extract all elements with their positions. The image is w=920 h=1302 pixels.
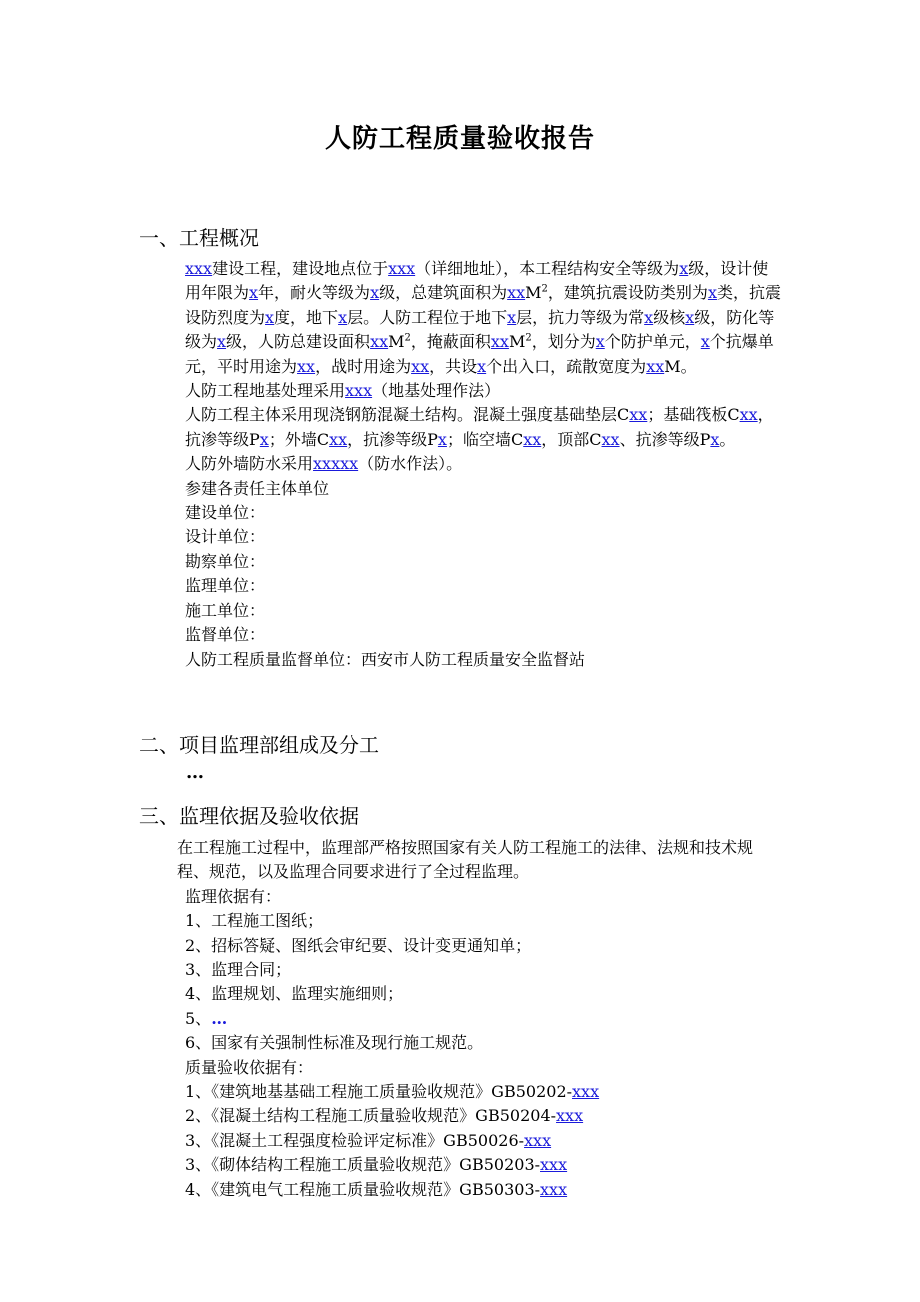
basis-intro: 在工程施工过程中，监理部严格按照国家有关人防工程施工的法律、法规和技术规程、规范，以及监理合同要求进行了全过程监理。 bbox=[177, 838, 754, 882]
placeholder: xxx bbox=[540, 1179, 568, 1199]
list-item bbox=[140, 1007, 782, 1031]
text: C bbox=[316, 429, 330, 449]
text: M bbox=[388, 332, 405, 352]
text: M bbox=[525, 283, 542, 303]
placeholder: xx bbox=[329, 429, 348, 449]
placeholder: xx bbox=[646, 356, 665, 376]
text: 级，人防总建设面积 bbox=[226, 332, 371, 352]
basis-body bbox=[140, 836, 782, 1202]
text: 、抗渗等级 bbox=[619, 429, 700, 449]
text: 3、《砌体结构工程施工质量验收规范》GB50203- bbox=[185, 1155, 541, 1175]
unit-design: 设计单位： bbox=[185, 527, 266, 547]
structure-paragraph bbox=[140, 403, 782, 452]
list-item bbox=[140, 1129, 782, 1153]
placeholder: xx bbox=[601, 429, 620, 449]
list-item bbox=[140, 1104, 782, 1128]
placeholder: x bbox=[338, 307, 348, 327]
text: 。 bbox=[719, 429, 736, 449]
text: P bbox=[249, 429, 260, 449]
placeholder: x bbox=[249, 283, 259, 303]
text: ，掩蔽面积 bbox=[410, 332, 491, 352]
text: （防水作法）。 bbox=[358, 454, 463, 474]
text: ，顶部 bbox=[541, 429, 590, 449]
placeholder: x bbox=[507, 307, 517, 327]
section-heading-basis: 三、监理依据及验收依据 bbox=[139, 804, 359, 828]
text: ；临空墙 bbox=[446, 429, 511, 449]
unit-construction: 建设单位： bbox=[185, 503, 266, 523]
placeholder: x bbox=[370, 283, 380, 303]
text: ，共设 bbox=[429, 356, 478, 376]
placeholder: xx bbox=[411, 356, 430, 376]
placeholder: xxx bbox=[540, 1155, 568, 1175]
waterproof-paragraph bbox=[140, 452, 782, 476]
list-item: 3、监理合同； bbox=[185, 960, 292, 980]
list-item bbox=[140, 1178, 782, 1202]
text: 级，总建筑面积为 bbox=[379, 283, 508, 303]
ellipsis: … bbox=[211, 1008, 228, 1028]
text: 人防外墙防水采用 bbox=[185, 454, 314, 474]
supervision-basis-title: 监理依据有： bbox=[185, 886, 282, 906]
placeholder: x bbox=[477, 356, 487, 376]
text: ；外墙 bbox=[268, 429, 317, 449]
placeholder-address: xxx bbox=[388, 259, 416, 278]
text: ，抗渗等级 bbox=[347, 429, 428, 449]
placeholder: x bbox=[217, 332, 227, 352]
text: 人防工程地基处理采用 bbox=[185, 381, 346, 401]
text: 2、《混凝土结构工程施工质量验收规范》GB50204- bbox=[185, 1106, 557, 1126]
unit-supervision: 监理单位： bbox=[185, 576, 266, 596]
text: 度，地下 bbox=[274, 307, 339, 327]
superscript: 2 bbox=[525, 332, 532, 344]
text: 4、《建筑电气工程施工质量验收规范》GB50303- bbox=[185, 1179, 541, 1199]
text: 人防工程主体采用现浇钢筋混凝土结构。混凝土强度基础垫层 bbox=[185, 405, 618, 425]
placeholder: xx bbox=[490, 332, 509, 352]
list-item: 1、工程施工图纸； bbox=[185, 911, 324, 931]
text: 层。人防工程位于地下 bbox=[347, 307, 508, 327]
text: （地基处理作法） bbox=[372, 381, 501, 401]
text: ；基础筏板 bbox=[647, 405, 728, 425]
placeholder: x bbox=[595, 332, 605, 352]
list-item: 2、招标答疑、图纸会审纪要、设计变更通知单； bbox=[185, 935, 532, 955]
placeholder: xxxxx bbox=[313, 454, 359, 474]
placeholder: xxx bbox=[524, 1130, 552, 1150]
overview-paragraph bbox=[140, 257, 782, 379]
foundation-paragraph bbox=[140, 379, 782, 403]
text: ，战时用途为 bbox=[315, 356, 412, 376]
placeholder: xx bbox=[523, 429, 542, 449]
placeholder: x bbox=[437, 429, 447, 449]
superscript: 2 bbox=[541, 284, 548, 296]
list-item bbox=[140, 1153, 782, 1177]
text: 年，耐火等级为 bbox=[258, 283, 371, 303]
text: ，建筑抗震设防类别为 bbox=[547, 283, 708, 303]
acceptance-basis-title: 质量验收依据有： bbox=[185, 1057, 314, 1077]
placeholder: xx bbox=[370, 332, 389, 352]
text: 层，抗力等级为常 bbox=[516, 307, 645, 327]
text: C bbox=[617, 405, 630, 425]
unit-builder: 施工单位： bbox=[185, 600, 266, 620]
placeholder: x bbox=[710, 429, 720, 449]
text: 级核 bbox=[653, 307, 686, 327]
placeholder: x bbox=[644, 307, 654, 327]
placeholder: x bbox=[259, 429, 269, 449]
text: 个出入口，疏散宽度为 bbox=[486, 356, 647, 376]
placeholder: xx bbox=[507, 283, 526, 303]
section-heading-overview: 一、工程概况 bbox=[139, 226, 259, 250]
placeholder: x bbox=[685, 307, 695, 327]
text: 级，防化等级为 bbox=[185, 307, 775, 352]
placeholder: x bbox=[707, 283, 717, 303]
placeholder: xxx bbox=[572, 1082, 600, 1102]
text: 1、《建筑地基基础工程施工质量验收规范》GB50202- bbox=[185, 1082, 573, 1102]
placeholder: x bbox=[265, 307, 275, 327]
text: 3、《混凝土工程强度检验评定标准》GB50026- bbox=[185, 1130, 525, 1150]
units-title: 参建各责任主体单位 bbox=[185, 478, 330, 498]
text: P bbox=[427, 429, 438, 449]
text: 类，抗震设防烈度为 bbox=[185, 283, 781, 327]
text: C bbox=[510, 429, 524, 449]
text: 个防护单元， bbox=[604, 332, 701, 352]
placeholder: xxx bbox=[556, 1106, 584, 1126]
ellipsis: … bbox=[186, 762, 204, 783]
list-item: 6、国家有关强制性标准及现行施工规范。 bbox=[185, 1033, 484, 1053]
text: C bbox=[589, 429, 602, 449]
placeholder: x bbox=[679, 259, 689, 278]
text: C bbox=[727, 405, 740, 425]
unit-oversight: 监督单位： bbox=[185, 625, 266, 645]
placeholder: x bbox=[700, 332, 710, 352]
overview-body bbox=[140, 257, 782, 672]
text: ，划分为 bbox=[531, 332, 596, 352]
text: 级，设计使用年限为 bbox=[185, 259, 769, 303]
text: 个抗爆单元，平时用途为 bbox=[185, 332, 774, 376]
text: 建设工程，建设地点位于 bbox=[212, 259, 389, 278]
section-heading-team: 二、项目监理部组成及分工 bbox=[139, 733, 379, 757]
placeholder-project-name: xxx bbox=[185, 259, 213, 278]
placeholder: xxx bbox=[345, 381, 373, 401]
text: （详细地址），本工程结构安全等级为 bbox=[415, 259, 680, 278]
text: M bbox=[508, 332, 526, 352]
text: P bbox=[699, 429, 711, 449]
page-title: 人防工程质量验收报告 bbox=[324, 124, 595, 154]
text: 5、 bbox=[185, 1008, 212, 1028]
unit-survey: 勘察单位： bbox=[185, 551, 266, 571]
list-item bbox=[140, 1080, 782, 1104]
quality-supervision-unit: 人防工程质量监督单位：西安市人防工程质量安全监督站 bbox=[185, 649, 586, 669]
text: ，抗渗等级 bbox=[185, 405, 774, 449]
placeholder: xx bbox=[297, 356, 316, 376]
superscript: 2 bbox=[404, 332, 411, 344]
list-item: 4、监理规划、监理实施细则； bbox=[185, 984, 404, 1004]
placeholder: xx bbox=[739, 405, 758, 425]
placeholder: xx bbox=[629, 405, 648, 425]
text: M。 bbox=[664, 356, 697, 376]
